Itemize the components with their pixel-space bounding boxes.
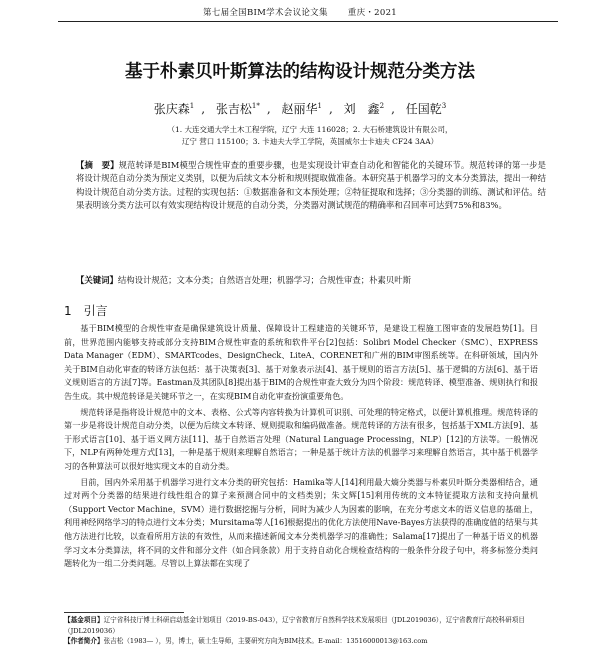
paper-title: 基于朴素贝叶斯算法的结构设计规范分类方法 <box>125 62 475 82</box>
keywords-label: 【关键词】 <box>76 275 118 285</box>
running-header <box>0 6 600 18</box>
author: 张吉松$^{1*}$ <box>215 102 260 116</box>
footnote-rule <box>64 612 184 613</box>
author: 张庆森$^1$ <box>153 102 195 116</box>
header-rule <box>58 21 558 22</box>
paragraph: 基于BIM模型的合规性审查是确保建筑设计质量、保障设计工程建造的关键环节，是建设工程施工图审查的发展趋势[1]。目前，世界范围内能够支持或部分支持BIM合规性审查的系统和软件平台[2]包括：Solibri Model Checker（SMC）、EXPRESS Data Manager（EDM）、SMARTcodes、DesignCheck、LiteA、CORENET和广州的BIM审图系统等。在科研领域，国内外关于BIM自动化审查的转译方法包括：基于决策表[3]、基于对象表示法[4]、基于规则的语言方法[5]、基于逻辑的方法[6]、基于语义规则语言的方法[7]等。Eastman及其团队[8]提出基于BIM的合规性审查大致分为四个阶段：规范转译、模型准备、规则执行和报告生成。其中规范转译是关键环节之一，在实现BIM自动化审查扮演重要角色。 <box>64 323 538 401</box>
footnotes <box>64 615 538 647</box>
header-location: 重庆・2021 <box>347 8 398 18</box>
affiliation-line: 辽宁 营口 115100；3. 卡迪夫大学工学院，英国威尔士卡迪夫 CF24 3AA） <box>181 137 439 146</box>
footnote-funding: 【基金项目】辽宁省科技厅博士科研启动基金计划项目（2019-BS-043），辽宁省教育厅自然科学技术发展项目（JDL2019036），辽宁省教育厅高校科研项目（JDL2019036） <box>64 616 525 635</box>
section-heading <box>64 302 108 319</box>
header-proceedings: 第七届全国BIM学术会议论文集 <box>202 8 328 18</box>
section-title: 引言 <box>83 304 108 318</box>
paragraph: 目前，国内外采用基于机器学习进行文本分类的研究包括：Hamika等人[14]利用最大熵分类器与朴素贝叶斯分类器相结合，通过对两个分类器的结果进行线性组合的算子来预测合同中的文档类别；朱文辉[15]利用传统的文本特征提取方法和支持向量机（Support Vector Machine，SVM）进行数据挖掘与分析，同时为减少人为因素的影响，在充分考虑文本的语义信息的基础上，利用神经网络学习的特点进行文本分类；Mursitama等人[16]根据提出的优化方法使用Nave-Bayes方法获得的准确度值的结果与其他方法进行比较，以查看所用方法的有效性，从而来描述新闻文本分类机器学习的准确性；Salama[17]提出了一种基于语义的机器学习文本分类算法，将不同的文件和部分文件（如合同条款）用于支持自动化合规检查结构的一般条件分段子句中，将多标签分类问题转化为一组二分类问题。尽管以上算法都在实现了 <box>64 476 538 569</box>
author-list: 张庆森$^1$ , 张吉松$^{1*}$ , 赵丽华$^1$ , 刘 鑫$^2$ , 任国乾$^3$ <box>153 102 447 116</box>
body-text <box>64 322 538 571</box>
abstract-text: 规范转译是BIM模型合规性审查的重要步骤，也是实现设计审查自动化和智能化的关键环节。规范转译的第一步是将设计规范自动分类为预定义类别，以便为后续文本分析和规则提取做准备。本研究基于机器学习的文本分类算法，提出一种结构设计规范自动分类方法。过程的实现包括：①数据准备和文本预处理；②特征提取和选择；③分类器的训练、测试和评估。结果表明该分类方法可以有效实现结构设计规范的自动分类，分类器对测试规范的精确率和召回率可达到75%和83%。 <box>76 160 546 211</box>
author: 任国乾$^3$ <box>405 102 447 116</box>
footnote-author: 【作者简介】张吉松（1983— ），男，博士，硕士生导师，主要研究方向为BIM技术。E-mail：13516000013@163.com <box>64 637 428 645</box>
author: 刘 鑫$^2$ <box>343 102 385 116</box>
keywords <box>76 274 546 286</box>
abstract-label: 【摘 要】 <box>76 160 119 170</box>
keywords-text: 结构设计规范；文本分类；自然语言处理；机器学习；合规性审查；朴素贝叶斯 <box>117 275 411 285</box>
author: 赵丽华$^1$ <box>281 102 322 116</box>
section-number: 1 <box>64 304 72 318</box>
affiliation-line: （1. 大连交通大学土木工程学院，辽宁 大连 116028；2. 大石桥建筑设计有限公司， <box>167 125 453 134</box>
abstract <box>76 159 546 213</box>
paragraph: 规范转译是指将设计规范中的文本、表格、公式等内容转换为计算机可识别、可处理的特定格式，以便计算机推理。规范转译的第一步是将设计规范自动分类，以便为后续文本转译、规则提取和编码做准备。规范转译的方法有很多，包括基于XML方法[9]、基于形式语言[10]、基于语义网方法[11]、基于自然语言处理（Natural Language Processing，NLP）[12]的方法等。一般情况下，NLP有两种处理方式[13]，一种是基于规则来理解自然语言；一种是基于统计方法的机器学习来理解自然语言，其中基于机器学习的各种算法可以很好地实现文本的自动分类。 <box>64 406 538 471</box>
